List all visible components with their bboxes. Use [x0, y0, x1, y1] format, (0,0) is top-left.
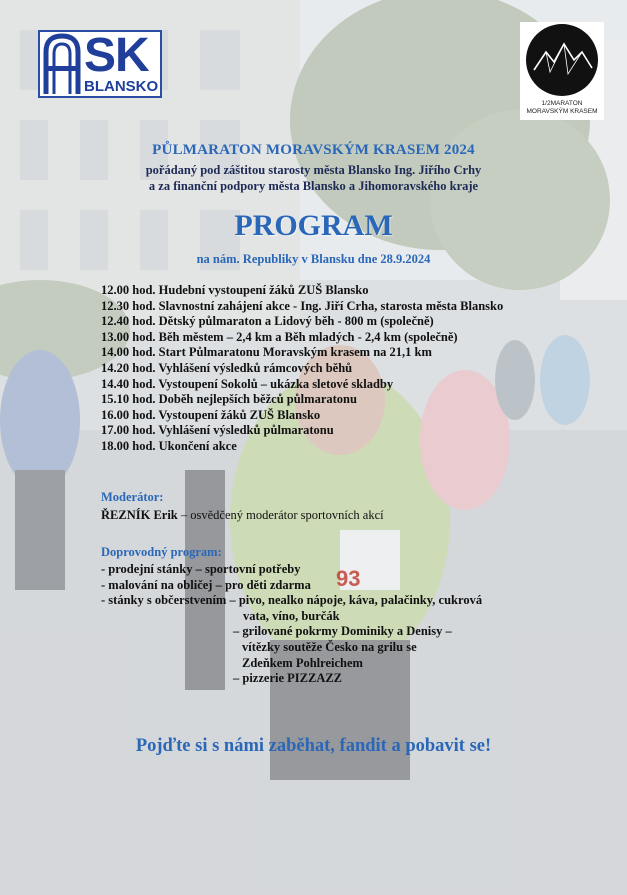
schedule-item: 15.10 hod. Doběh nejlepších běžců půlmaratonu [101, 392, 357, 407]
pulmaraton-logo [520, 22, 604, 120]
side-program-item: Zdeňkem Pohlreichem [242, 655, 363, 670]
schedule-item: 12.00 hod. Hudební vystoupení žáků ZUŠ Blansko [101, 283, 369, 297]
side-program-item: vata, víno, burčák [243, 608, 340, 623]
runner-bib-number: 93 [336, 566, 361, 591]
moderator-heading: Moderátor: [101, 490, 164, 504]
support-line: a za finanční podpory města Blansko a Jihomoravského kraje [148, 179, 479, 193]
patronage-line: pořádaný pod záštitou starosty města Blansko Ing. Jiřího Crhy [145, 163, 482, 177]
schedule-list [101, 283, 503, 455]
program-heading: PROGRAM [234, 209, 393, 242]
side-program-item: - prodejní stánky – sportovní potřeby [101, 562, 301, 576]
schedule-item: 17.00 hod. Vyhlášení výsledků půlmaratonu [101, 423, 334, 438]
side-program-item: – pizzerie PIZZAZZ [233, 671, 343, 686]
schedule-item: 12.30 hod. Slavnostní zahájení akce - Ing. Jiří Crha, starosta města Blansko [101, 298, 504, 313]
side-program-item: – grilované pokrmy Dominiky a Denisy – [233, 624, 452, 639]
call-to-action: Pojďte si s námi zaběhat, fandit a pobavit se! [135, 736, 492, 756]
ask-logo-letters: SK [84, 29, 149, 82]
schedule-item: 13.00 hod. Běh městem – 2,4 km a Běh mladých - 2,4 km (společně) [101, 329, 458, 344]
pulmaraton-logo-line1: 1/2MARATON [541, 100, 583, 107]
side-program-list [101, 562, 482, 687]
moderator-line [101, 508, 384, 523]
moderator-name: ŘEZNÍK Erik [101, 508, 178, 522]
schedule-item: 12.40 hod. Dětský půlmaraton a Lidový běh - 800 m (společně) [101, 314, 434, 329]
side-program-item: - malování na obličej – pro děti zdarma [101, 577, 311, 592]
side-program-item: vítězky soutěže Česko na grilu se [242, 639, 417, 654]
schedule-item: 14.20 hod. Vyhlášení výsledků rámcových běhů [101, 360, 353, 375]
schedule-item: 14.40 hod. Vystoupení Sokolů – ukázka sletové skladby [101, 376, 394, 391]
event-title: PŮLMARATON MORAVSKÝM KRASEM 2024 [152, 142, 475, 158]
ask-arch-graphic [40, 32, 84, 96]
ask-logo-city: BLANSKO [84, 78, 159, 95]
moderator-description: – osvědčený moderátor sportovních akcí [177, 508, 384, 522]
pulmaraton-logo-line2: MORAVSKÝM KRASEM [526, 108, 598, 115]
schedule-item: 14.00 hod. Start Půlmaratonu Moravským krasem na 21,1 km [101, 345, 432, 360]
side-program-heading: Doprovodný program: [101, 545, 222, 559]
ask-blansko-logo [38, 30, 162, 98]
side-program-item: - stánky s občerstvením – pivo, nealko nápoje, káva, palačinky, cukrová [101, 593, 483, 608]
schedule-item: 16.00 hod. Vystoupení žáků ZUŠ Blansko [101, 407, 321, 422]
schedule-item: 18.00 hod. Ukončení akce [101, 438, 237, 453]
pulmaraton-circle-graphic [520, 22, 604, 100]
place-date-line: na nám. Republiky v Blansku dne 28.9.2024 [196, 252, 431, 266]
